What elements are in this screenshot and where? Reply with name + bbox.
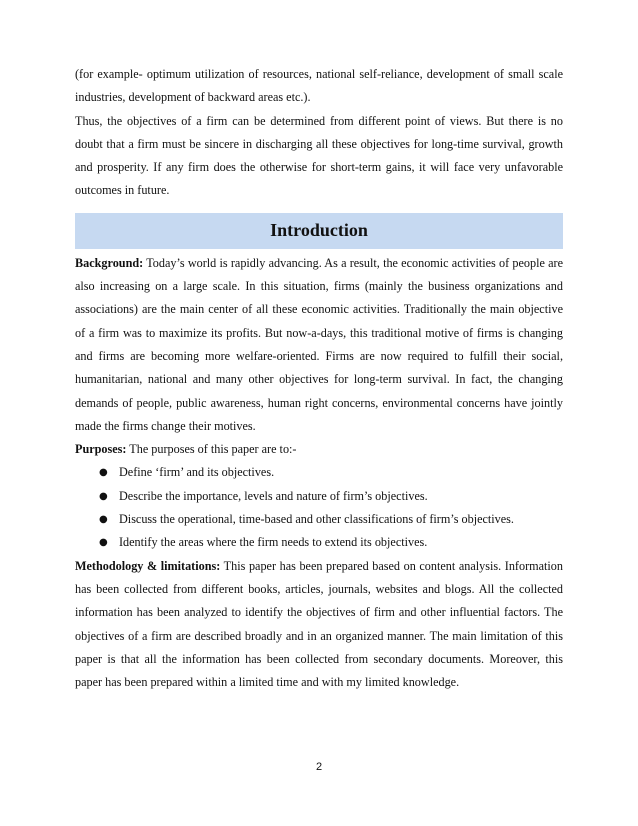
bullet-icon: ● (99, 490, 108, 502)
paragraph-methodology (75, 555, 563, 695)
list-item-text: Identify the areas where the firm needs to extend its objectives. (119, 535, 428, 550)
background-label: Background: (75, 255, 144, 270)
list-item-text: Define ‘firm’ and its objectives. (119, 465, 275, 480)
bullet-icon: ● (99, 514, 108, 526)
bullet-icon: ● (99, 537, 108, 549)
document-page (75, 63, 563, 694)
purposes-label: Purposes: (75, 442, 127, 457)
list-item (75, 461, 563, 484)
paragraph-objectives-summary: Thus, the objectives of a firm can be determined from different point of views. But there is no doubt that a firm must be sincere in discharging all these objectives for long-time survival, growth and prosperity. If any firm does the otherwise for short-term gains, it will face very unfavorable outcomes in future. (75, 113, 563, 198)
methodology-label: Methodology & limitations: (75, 558, 221, 573)
list-item-text: Discuss the operational, time-based and other classifications of firm’s objectives. (119, 512, 514, 527)
purposes-text: The purposes of this paper are to:- (126, 442, 297, 457)
section-heading-text: Introduction (270, 220, 368, 241)
list-item (75, 531, 563, 554)
paragraph-purposes (75, 438, 563, 461)
bullet-icon: ● (99, 467, 108, 479)
methodology-text: This paper has been prepared based on content analysis. Information has been collected from different books, articles, journals, websites and blogs. All the collected information has been analyzed to identify the objectives of firm and other influential factors. The objectives of a firm are described broadly and in an organized manner. The main limitation of this paper is that all the information has been collected from secondary documents. Moreover, this paper has been prepared within a limited time and with my limited knowledge. (75, 558, 563, 690)
paragraph-background (75, 252, 563, 438)
background-text: Today’s world is rapidly advancing. As a result, the economic activities of people are also increasing on a large scale. In this situation, firms (mainly the business organizations and associations) are the main center of all these economic activities. Traditionally the main objective of a firm was to maximize its profits. But now-a-days, this traditional motive of firms is changing and firms are becoming more welfare-oriented. Firms are now required to fulfill their social, humanitarian, national and many other objectives for long-term survival. In fact, the changing demands of people, public awareness, human right concerns, environmental concerns have jointly made the firms change their motives. (75, 255, 563, 433)
section-heading-introduction (75, 213, 563, 249)
paragraph-example-continuation: (for example- optimum utilization of resources, national self-reliance, development of small scale industries, development of backward areas etc.). (75, 67, 563, 105)
list-item (75, 508, 563, 531)
list-item (75, 485, 563, 508)
page-number: 2 (315, 761, 323, 773)
list-item-text: Describe the importance, levels and nature of firm’s objectives. (119, 488, 428, 503)
purposes-list (75, 461, 563, 554)
